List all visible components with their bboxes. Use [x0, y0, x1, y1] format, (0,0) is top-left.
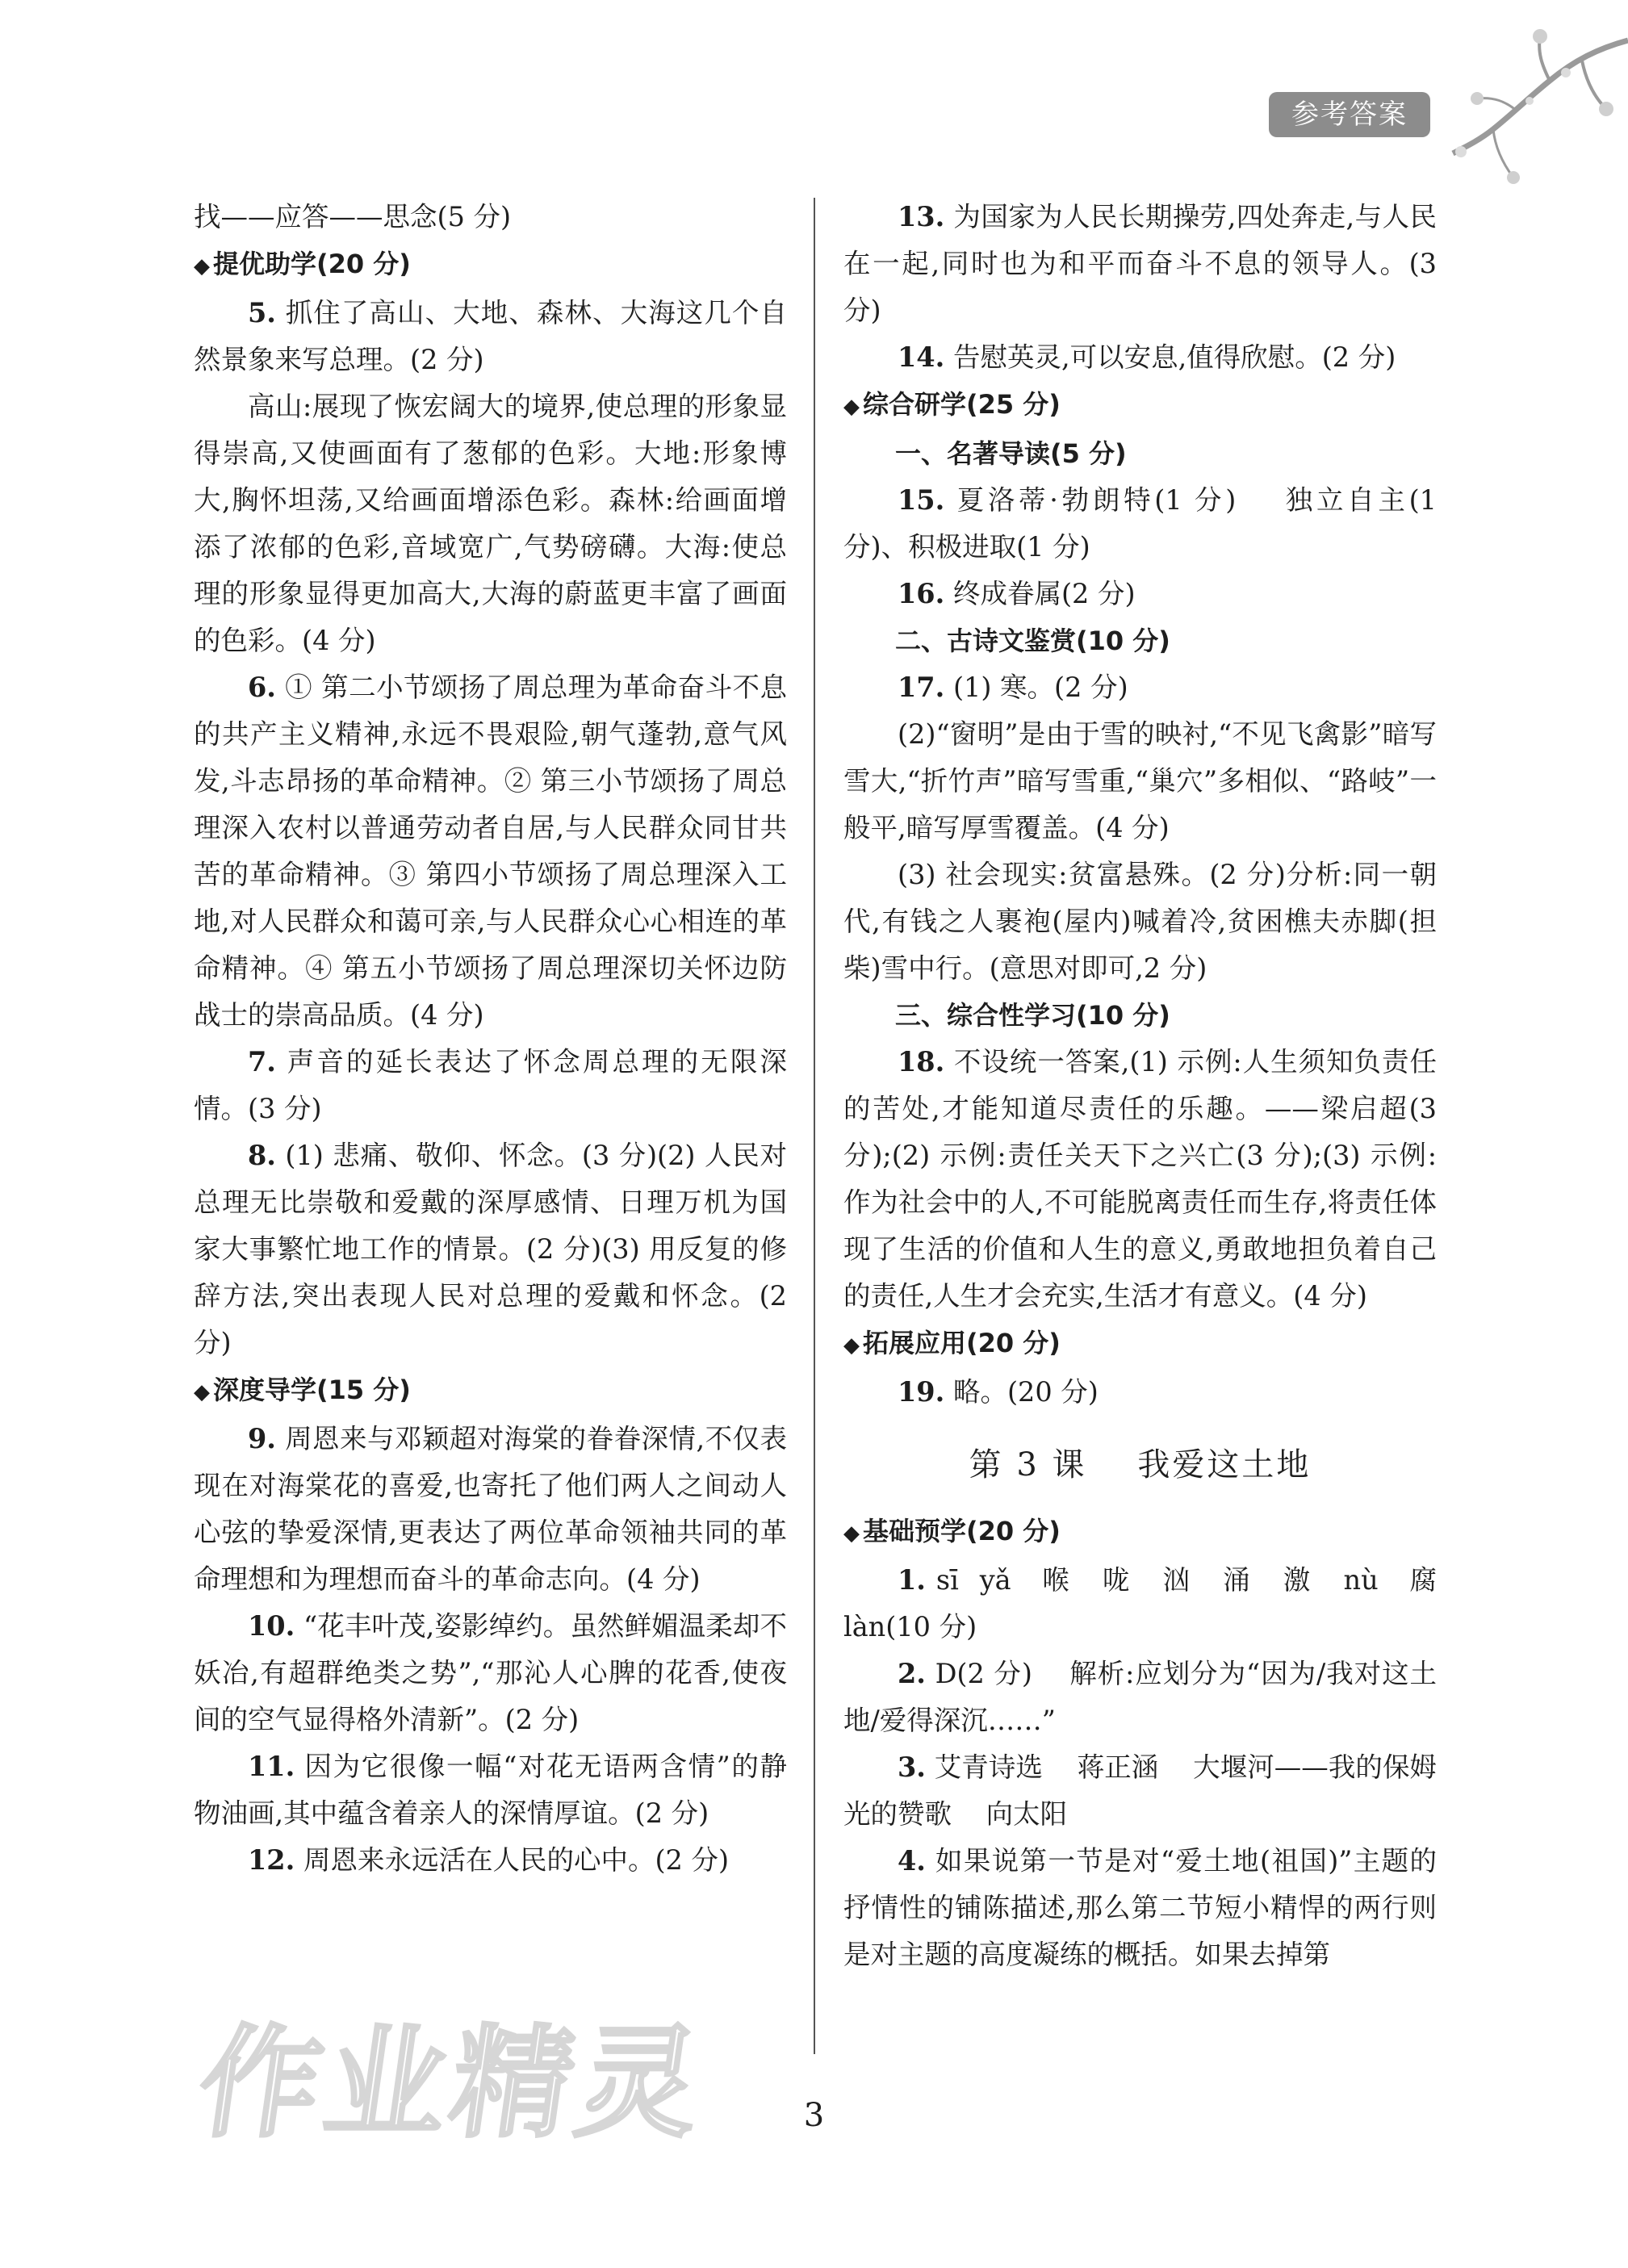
subsection-heading: 一、名著导读(5 分) [895, 438, 1127, 469]
section-heading: ◆ 提优助学(20 分) [194, 249, 411, 279]
answer-14: 14. 告慰英灵,可以安息,值得欣慰。(2 分) [898, 341, 1396, 373]
answer-19: 19. 略。(20 分) [898, 1376, 1099, 1408]
answer-17-part2: (2)“窗明”是由于雪的映衬,“不见飞禽影”暗写雪大,“折竹声”暗写雪重,“巢穴”多相似、“路岐”一般平,暗写厚雪覆盖。(4 分) [843, 718, 1437, 843]
answer-key-badge: 参考答案 [1269, 92, 1430, 137]
page-number: 3 [803, 2097, 825, 2134]
answer-5-detail: 高山:展现了恢宏阔大的境界,使总理的形象显得崇高,又使画面有了葱郁的色彩。大地:形象博大,胸怀坦荡,又给画面增添色彩。森林:给画面增添了浓郁的色彩,音域宽广,气势磅礴。大海:使总理的形象显得更加高大,大海的蔚蓝更丰富了画面的色彩。(4 分) [194, 391, 787, 656]
answer-17-part3: (3) 社会现实:贫富悬殊。(2 分)分析:同一朝代,有钱之人裹袍(屋内)喊着冷,贫困樵夫赤脚(担柴)雪中行。(意思对即可,2 分) [843, 859, 1437, 984]
answer-13: 13. 为国家为人民长期操劳,四处奔走,与人民在一起,同时也为和平而奋斗不息的领导人。(3 分) [843, 201, 1446, 326]
diamond-icon: ◆ [194, 1380, 210, 1404]
watermark: 作业精灵 [190, 2014, 714, 2154]
answer-7: 7. 声音的延长表达了怀念周总理的无限深情。(3 分) [194, 1046, 787, 1124]
plum-branch-decoration [1445, 16, 1628, 194]
answer-9: 9. 周恩来与邓颖超对海棠的眷眷深情,不仅表现在对海棠花的喜爱,也寄托了他们两人之间动人心弦的挚爱深情,更表达了两位革命领袖共同的革命理想和为理想而奋斗的革命志向。(4 分) [194, 1423, 787, 1595]
section-heading: ◆ 深度导学(15 分) [194, 1375, 411, 1405]
answer-5: 5. 抓住了高山、大地、森林、大海这几个自然景象来写总理。(2 分) [194, 297, 787, 375]
answer-10: 10. “花丰叶茂,姿影绰约。虽然鲜媚温柔却不妖冶,有超群绝类之势”,“那沁人心脾的花香,使夜间的空气显得格外清新”。(2 分) [194, 1610, 787, 1735]
answer-3: 3. 艾青诗选 蒋正涵 大堰河——我的保姆 光的赞歌 向太阳 [843, 1751, 1471, 1830]
answer-4: 4. 如果说第一节是对“爱土地(祖国)”主题的抒情性的铺陈描述,那么第二节短小精悍的两行则是对主题的高度凝练的概括。如果去掉第 [843, 1845, 1437, 1970]
answer-2: 2. D(2 分) 解析:应划分为“因为/我对这土地/爱得深沉……” [843, 1658, 1437, 1736]
diamond-icon: ◆ [843, 1521, 860, 1546]
diamond-icon: ◆ [194, 254, 210, 278]
left-column [194, 194, 796, 1884]
answer-18: 18. 不设统一答案,(1) 示例:人生须知负责任的苦处,才能知道尽责任的乐趣。——梁启超(3 分);(2) 示例:责任关天下之兴亡(3 分);(3) 示例:作为社会中的人,不可能脱离责任而生存,将责任体现了生活的价值和人生的意义,勇敢地担负着自己的责任,人生才会充实,生活才有意义。(4 分) [843, 1046, 1446, 1312]
answer-16: 16. 终成眷属(2 分) [898, 578, 1136, 609]
subsection-heading: 二、古诗文鉴赏(10 分) [895, 626, 1170, 656]
answer-17: 17. (1) 寒。(2 分) [898, 672, 1128, 703]
paragraph: 找——应答——思念(5 分) [194, 201, 512, 232]
answer-12: 12. 周恩来永远活在人民的心中。(2 分) [248, 1844, 730, 1876]
column-divider [814, 198, 815, 2054]
subsection-heading: 三、综合性学习(10 分) [895, 1000, 1170, 1031]
answer-6: 6. ① 第二小节颂扬了周总理为革命奋斗不息的共产主义精神,永远不畏艰险,朝气蓬勃,意气风发,斗志昂扬的革命精神。② 第三小节颂扬了周总理深入农村以普通劳动者自居,与人民群众同甘共苦的革命精神。③ 第四小节颂扬了周总理深入工地,对人民群众和蔼可亲,与人民群众心心相连的革命精神。④ 第五小节颂扬了周总理深切关怀边防战士的崇高品质。(4 分) [194, 672, 787, 1031]
answer-11: 11. 因为它很像一幅“对花无语两含情”的静物油画,其中蕴含着亲人的深情厚谊。(2 分) [194, 1751, 787, 1829]
answer-8: 8. (1) 悲痛、敬仰、怀念。(3 分)(2) 人民对总理无比崇敬和爱戴的深厚感情、日理万机为国家大事繁忙地工作的情景。(2 分)(3) 用反复的修辞方法,突出表现人民对总理的爱戴和怀念。(2 分) [194, 1140, 796, 1358]
diamond-icon: ◆ [843, 395, 860, 419]
section-heading: ◆ 拓展应用(20 分) [843, 1328, 1061, 1358]
answer-15: 15. 夏洛蒂·勃朗特(1 分) 独立自主(1 分)、积极进取(1 分) [843, 484, 1446, 563]
right-column [843, 194, 1471, 1978]
section-heading: ◆ 基础预学(20 分) [843, 1516, 1061, 1546]
answer-1: 1. sī yǎ 喉 咙 汹 涌 激 nù 腐 làn(10 分) [843, 1564, 1463, 1642]
section-heading: ◆ 综合研学(25 分) [843, 389, 1061, 420]
diamond-icon: ◆ [843, 1333, 860, 1358]
lesson-title: 第 3 课 我爱这土地 [969, 1446, 1312, 1483]
